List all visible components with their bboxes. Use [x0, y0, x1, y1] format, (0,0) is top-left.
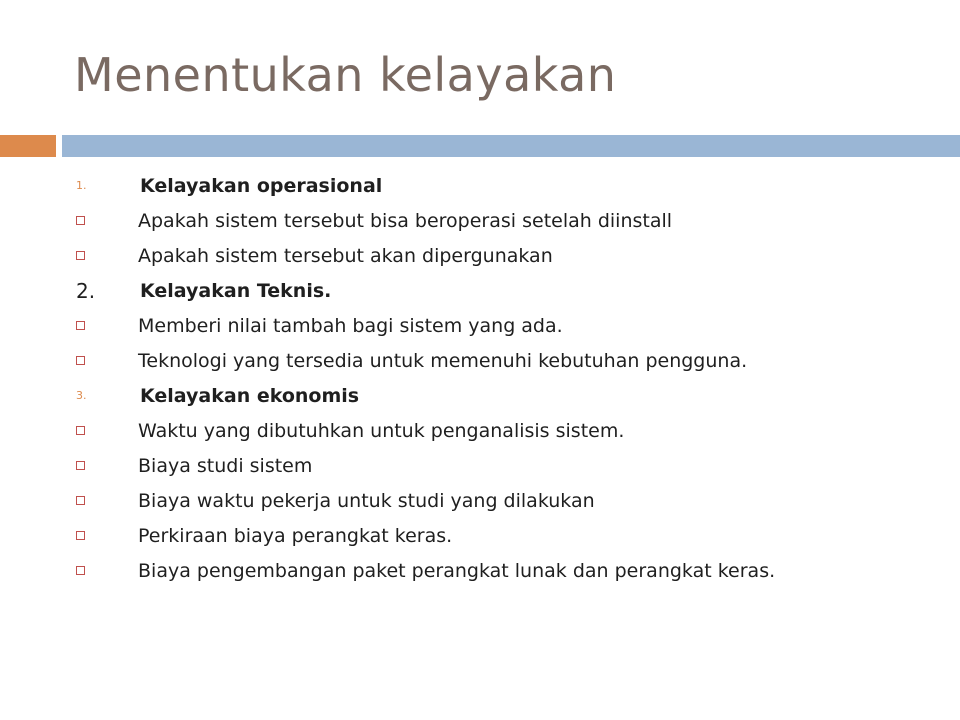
square-bullet-icon [74, 251, 138, 260]
accent-bar [0, 135, 56, 157]
square-bullet-icon [74, 496, 138, 505]
item-text: Teknologi yang tersedia untuk memenuhi kebutuhan pengguna. [138, 349, 748, 372]
square-bullet-icon [74, 356, 138, 365]
list-number: 3. [76, 389, 87, 402]
square-bullet-icon [76, 251, 85, 260]
bullet-item [74, 483, 934, 518]
square-bullet-icon [76, 566, 85, 575]
list-number: 1. [76, 179, 87, 192]
square-bullet-icon [74, 216, 138, 225]
item-text: Memberi nilai tambah bagi sistem yang ada. [138, 314, 563, 337]
title-underline-bar [62, 135, 960, 157]
square-bullet-icon [74, 426, 138, 435]
square-bullet-icon [74, 566, 138, 575]
bullet-list [74, 168, 934, 588]
item-text: Kelayakan operasional [140, 174, 383, 197]
square-bullet-icon [74, 461, 138, 470]
bullet-item [74, 343, 934, 378]
square-bullet-icon [76, 531, 85, 540]
bullet-item [74, 553, 934, 588]
item-text: Kelayakan Teknis. [140, 279, 332, 302]
bullet-item [74, 238, 934, 273]
item-text: Biaya waktu pekerja untuk studi yang dilakukan [138, 489, 595, 512]
bullet-item [74, 518, 934, 553]
square-bullet-icon [76, 496, 85, 505]
numbered-heading [74, 168, 934, 203]
square-bullet-icon [76, 356, 85, 365]
square-bullet-icon [76, 216, 85, 225]
numbered-heading [74, 378, 934, 413]
list-number: 2. [76, 278, 96, 303]
item-text: Apakah sistem tersebut akan dipergunakan [138, 244, 553, 267]
item-text: Perkiraan biaya perangkat keras. [138, 524, 453, 547]
square-bullet-icon [76, 426, 85, 435]
square-bullet-icon [74, 321, 138, 330]
item-text: Waktu yang dibutuhkan untuk penganalisis sistem. [138, 419, 625, 442]
item-text: Apakah sistem tersebut bisa beroperasi setelah diinstall [138, 209, 673, 232]
numbered-heading [74, 273, 934, 308]
bullet-item [74, 308, 934, 343]
item-text: Biaya studi sistem [138, 454, 313, 477]
slide-title: Menentukan kelayakan [74, 48, 617, 102]
square-bullet-icon [76, 321, 85, 330]
bullet-item [74, 203, 934, 238]
item-text: Kelayakan ekonomis [140, 384, 360, 407]
bullet-item [74, 413, 934, 448]
square-bullet-icon [74, 531, 138, 540]
item-text: Biaya pengembangan paket perangkat lunak dan perangkat keras. [138, 559, 776, 582]
square-bullet-icon [76, 461, 85, 470]
bullet-item [74, 448, 934, 483]
